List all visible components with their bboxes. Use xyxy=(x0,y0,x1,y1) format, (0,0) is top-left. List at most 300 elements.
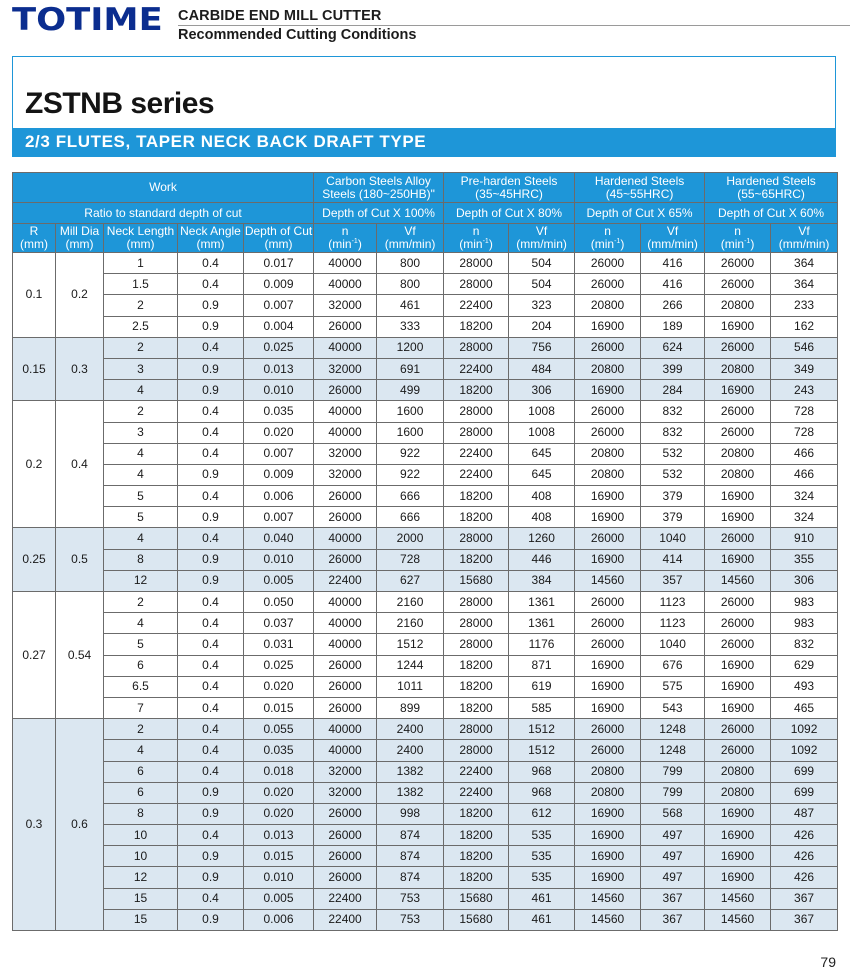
table-cell: 0.015 xyxy=(244,697,314,718)
table-cell: 355 xyxy=(771,549,838,570)
table-cell: 28000 xyxy=(444,613,509,634)
table-row xyxy=(13,464,838,485)
table-cell: 0.9 xyxy=(178,358,244,379)
table-cell: 26000 xyxy=(314,507,377,528)
material-header: Carbon Steels Alloy Steels (180~250HB)" xyxy=(314,173,444,203)
table-cell: 14560 xyxy=(575,888,641,909)
table-cell: 32000 xyxy=(314,358,377,379)
table-cell: 0.9 xyxy=(178,464,244,485)
table-row xyxy=(13,592,838,613)
table-cell: 728 xyxy=(377,549,444,570)
table-cell: 28000 xyxy=(444,274,509,295)
table-row xyxy=(13,803,838,824)
table-cell: 666 xyxy=(377,486,444,507)
table-cell: 26000 xyxy=(575,592,641,613)
table-cell: 26000 xyxy=(705,253,771,274)
table-cell: 18200 xyxy=(444,846,509,867)
table-cell: 22400 xyxy=(444,443,509,464)
table-cell: 0.4 xyxy=(178,422,244,443)
table-cell: 0.9 xyxy=(178,803,244,824)
feed-rate-header: Vf (mm/min) xyxy=(509,224,575,253)
table-cell: 26000 xyxy=(705,337,771,358)
depth-ratio-header: Depth of Cut X 65% xyxy=(575,203,705,224)
material-header: Hardened Steels (45~55HRC) xyxy=(575,173,705,203)
table-cell: 874 xyxy=(377,867,444,888)
table-cell: 2160 xyxy=(377,613,444,634)
table-cell: 8 xyxy=(104,549,178,570)
table-cell: 16900 xyxy=(705,867,771,888)
table-cell: 497 xyxy=(641,846,705,867)
table-cell: 28000 xyxy=(444,422,509,443)
table-cell: 0.4 xyxy=(178,401,244,422)
spindle-speed-header: n $(\min^{-1})$ xyxy=(575,224,641,253)
table-cell: 416 xyxy=(641,274,705,295)
table-cell: 26000 xyxy=(314,549,377,570)
table-cell: 0.031 xyxy=(244,634,314,655)
table-cell: 22400 xyxy=(444,782,509,803)
table-cell: 1 xyxy=(104,253,178,274)
table-row xyxy=(13,888,838,909)
table-cell: 568 xyxy=(641,803,705,824)
table-cell: 14560 xyxy=(575,570,641,591)
table-cell: 666 xyxy=(377,507,444,528)
radius-cell: 0.15 xyxy=(13,337,56,401)
table-cell: 14560 xyxy=(705,570,771,591)
table-cell: 0.4 xyxy=(178,676,244,697)
table-cell: 20800 xyxy=(575,761,641,782)
table-cell: 364 xyxy=(771,253,838,274)
table-cell: 26000 xyxy=(575,634,641,655)
table-cell: 379 xyxy=(641,507,705,528)
table-cell: 324 xyxy=(771,507,838,528)
table-cell: 1244 xyxy=(377,655,444,676)
table-cell: 466 xyxy=(771,464,838,485)
table-cell: 26000 xyxy=(705,719,771,740)
column-header: Mill Dia (mm) xyxy=(56,224,104,253)
table-cell: 40000 xyxy=(314,274,377,295)
table-cell: 504 xyxy=(509,253,575,274)
table-cell: 0.4 xyxy=(178,274,244,295)
table-cell: 20800 xyxy=(705,443,771,464)
table-cell: 699 xyxy=(771,782,838,803)
table-cell: 16900 xyxy=(575,655,641,676)
table-cell: 0.005 xyxy=(244,888,314,909)
table-cell: 14560 xyxy=(705,888,771,909)
table-cell: 2400 xyxy=(377,719,444,740)
table-cell: 0.040 xyxy=(244,528,314,549)
table-cell: 0.005 xyxy=(244,570,314,591)
table-row xyxy=(13,358,838,379)
table-cell: 26000 xyxy=(705,401,771,422)
table-row xyxy=(13,676,838,697)
table-cell: 0.010 xyxy=(244,549,314,570)
table-cell: 0.4 xyxy=(178,825,244,846)
table-cell: 832 xyxy=(771,634,838,655)
table-cell: 26000 xyxy=(575,528,641,549)
table-cell: 1008 xyxy=(509,422,575,443)
table-cell: 2 xyxy=(104,295,178,316)
table-cell: 532 xyxy=(641,443,705,464)
table-cell: 899 xyxy=(377,697,444,718)
radius-cell: 0.1 xyxy=(13,253,56,338)
table-cell: 16900 xyxy=(705,846,771,867)
table-cell: 0.009 xyxy=(244,464,314,485)
table-cell: 18200 xyxy=(444,803,509,824)
table-cell: 28000 xyxy=(444,528,509,549)
table-cell: 26000 xyxy=(575,740,641,761)
spindle-speed-header: n $(\min^{-1})$ xyxy=(314,224,377,253)
mill-dia-cell: 0.6 xyxy=(56,719,104,931)
table-cell: 0.9 xyxy=(178,380,244,401)
table-cell: 0.9 xyxy=(178,549,244,570)
table-cell: 629 xyxy=(771,655,838,676)
table-cell: 6 xyxy=(104,782,178,803)
table-cell: 16900 xyxy=(705,676,771,697)
table-cell: 543 xyxy=(641,697,705,718)
radius-cell: 0.27 xyxy=(13,592,56,719)
table-cell: 0.9 xyxy=(178,295,244,316)
table-cell: 0.4 xyxy=(178,486,244,507)
table-cell: 408 xyxy=(509,507,575,528)
table-cell: 364 xyxy=(771,274,838,295)
table-cell: 6.5 xyxy=(104,676,178,697)
table-cell: 1176 xyxy=(509,634,575,655)
table-cell: 26000 xyxy=(575,401,641,422)
table-cell: 1512 xyxy=(509,740,575,761)
table-cell: 0.020 xyxy=(244,782,314,803)
table-cell: 266 xyxy=(641,295,705,316)
table-cell: 832 xyxy=(641,401,705,422)
table-cell: 3 xyxy=(104,422,178,443)
table-row xyxy=(13,613,838,634)
table-cell: 16900 xyxy=(575,316,641,337)
table-cell: 26000 xyxy=(314,676,377,697)
table-cell: 18200 xyxy=(444,380,509,401)
column-header: Neck Angle (mm) xyxy=(178,224,244,253)
table-cell: 2 xyxy=(104,719,178,740)
table-row xyxy=(13,380,838,401)
table-cell: 16900 xyxy=(705,803,771,824)
table-cell: 26000 xyxy=(705,634,771,655)
table-cell: 728 xyxy=(771,401,838,422)
table-row xyxy=(13,782,838,803)
table-cell: 18200 xyxy=(444,655,509,676)
table-cell: 18200 xyxy=(444,697,509,718)
table-cell: 323 xyxy=(509,295,575,316)
table-cell: 22400 xyxy=(444,761,509,782)
table-cell: 504 xyxy=(509,274,575,295)
table-cell: 10 xyxy=(104,846,178,867)
table-cell: 20800 xyxy=(575,295,641,316)
depth-ratio-header: Depth of Cut X 80% xyxy=(444,203,575,224)
feed-rate-header: Vf (mm/min) xyxy=(377,224,444,253)
table-row xyxy=(13,401,838,422)
table-cell: 585 xyxy=(509,697,575,718)
table-row xyxy=(13,909,838,930)
table-cell: 324 xyxy=(771,486,838,507)
table-cell: 0.006 xyxy=(244,486,314,507)
table-cell: 1040 xyxy=(641,634,705,655)
table-cell: 26000 xyxy=(705,740,771,761)
table-cell: 426 xyxy=(771,825,838,846)
table-cell: 32000 xyxy=(314,782,377,803)
table-cell: 26000 xyxy=(575,613,641,634)
table-cell: 2.5 xyxy=(104,316,178,337)
table-cell: 189 xyxy=(641,316,705,337)
page-number: 79 xyxy=(820,954,836,970)
table-cell: 465 xyxy=(771,697,838,718)
table-cell: 12 xyxy=(104,867,178,888)
table-row xyxy=(13,634,838,655)
table-cell: 26000 xyxy=(314,655,377,676)
table-cell: 20800 xyxy=(575,464,641,485)
table-cell: 1361 xyxy=(509,592,575,613)
table-cell: 40000 xyxy=(314,337,377,358)
column-header: Neck Length (mm) xyxy=(104,224,178,253)
table-cell: 22400 xyxy=(314,888,377,909)
table-cell: 461 xyxy=(509,909,575,930)
table-cell: 20800 xyxy=(705,358,771,379)
table-cell: 26000 xyxy=(705,274,771,295)
table-cell: 1011 xyxy=(377,676,444,697)
table-cell: 1123 xyxy=(641,592,705,613)
table-cell: 4 xyxy=(104,443,178,464)
table-cell: 0.4 xyxy=(178,253,244,274)
table-cell: 20800 xyxy=(575,358,641,379)
table-cell: 20800 xyxy=(575,443,641,464)
radius-cell: 0.3 xyxy=(13,719,56,931)
table-cell: 26000 xyxy=(314,486,377,507)
table-cell: 0.007 xyxy=(244,295,314,316)
table-cell: 40000 xyxy=(314,422,377,443)
table-cell: 16900 xyxy=(575,549,641,570)
table-cell: 753 xyxy=(377,909,444,930)
table-cell: 871 xyxy=(509,655,575,676)
table-cell: 22400 xyxy=(314,570,377,591)
table-cell: 15680 xyxy=(444,888,509,909)
table-row xyxy=(13,655,838,676)
table-cell: 40000 xyxy=(314,740,377,761)
table-cell: 8 xyxy=(104,803,178,824)
table-cell: 691 xyxy=(377,358,444,379)
table-cell: 4 xyxy=(104,380,178,401)
table-cell: 26000 xyxy=(314,316,377,337)
table-row xyxy=(13,846,838,867)
table-row xyxy=(13,761,838,782)
series-title: ZSTNB series xyxy=(25,87,215,120)
table-cell: 0.020 xyxy=(244,676,314,697)
table-cell: 461 xyxy=(509,888,575,909)
header-row-columns xyxy=(13,224,838,253)
table-cell: 874 xyxy=(377,825,444,846)
work-header: Work xyxy=(13,173,314,203)
table-cell: 487 xyxy=(771,803,838,824)
table-cell: 799 xyxy=(641,782,705,803)
material-header: Pre-harden Steels (35~45HRC) xyxy=(444,173,575,203)
table-cell: 645 xyxy=(509,443,575,464)
table-cell: 26000 xyxy=(575,337,641,358)
table-cell: 416 xyxy=(641,253,705,274)
table-cell: 0.004 xyxy=(244,316,314,337)
table-cell: 1361 xyxy=(509,613,575,634)
depth-ratio-header: Depth of Cut X 60% xyxy=(705,203,838,224)
table-row xyxy=(13,697,838,718)
table-cell: 16900 xyxy=(575,486,641,507)
table-cell: 968 xyxy=(509,761,575,782)
table-cell: 10 xyxy=(104,825,178,846)
table-cell: 32000 xyxy=(314,464,377,485)
table-cell: 466 xyxy=(771,443,838,464)
table-cell: 0.4 xyxy=(178,613,244,634)
table-cell: 1200 xyxy=(377,337,444,358)
table-cell: 0.4 xyxy=(178,888,244,909)
table-row xyxy=(13,316,838,337)
table-cell: 16900 xyxy=(575,867,641,888)
table-cell: 535 xyxy=(509,846,575,867)
table-cell: 384 xyxy=(509,570,575,591)
table-cell: 4 xyxy=(104,613,178,634)
material-header: Hardened Steels (55~65HRC) xyxy=(705,173,838,203)
table-cell: 800 xyxy=(377,274,444,295)
table-cell: 2 xyxy=(104,337,178,358)
table-cell: 535 xyxy=(509,867,575,888)
table-cell: 28000 xyxy=(444,740,509,761)
table-cell: 16900 xyxy=(705,697,771,718)
table-cell: 699 xyxy=(771,761,838,782)
table-cell: 1382 xyxy=(377,761,444,782)
table-cell: 28000 xyxy=(444,337,509,358)
table-cell: 18200 xyxy=(444,676,509,697)
cutting-conditions-table xyxy=(12,172,838,931)
table-cell: 18200 xyxy=(444,316,509,337)
table-cell: 1512 xyxy=(377,634,444,655)
table-row xyxy=(13,253,838,274)
mill-dia-cell: 0.54 xyxy=(56,592,104,719)
table-cell: 20800 xyxy=(705,464,771,485)
table-cell: 16900 xyxy=(575,697,641,718)
table-cell: 26000 xyxy=(314,697,377,718)
table-cell: 983 xyxy=(771,592,838,613)
table-cell: 0.050 xyxy=(244,592,314,613)
table-row xyxy=(13,422,838,443)
header-product-line: CARBIDE END MILL CUTTER xyxy=(178,8,382,24)
table-cell: 40000 xyxy=(314,401,377,422)
table-cell: 15 xyxy=(104,888,178,909)
table-cell: 1092 xyxy=(771,719,838,740)
feed-rate-header: Vf (mm/min) xyxy=(771,224,838,253)
table-cell: 0.009 xyxy=(244,274,314,295)
table-cell: 968 xyxy=(509,782,575,803)
table-row xyxy=(13,570,838,591)
table-cell: 0.4 xyxy=(178,740,244,761)
header-row-ratio xyxy=(13,203,838,224)
table-cell: 306 xyxy=(509,380,575,401)
table-cell: 0.006 xyxy=(244,909,314,930)
table-cell: 379 xyxy=(641,486,705,507)
table-cell: 414 xyxy=(641,549,705,570)
table-cell: 333 xyxy=(377,316,444,337)
table-row xyxy=(13,443,838,464)
table-cell: 0.020 xyxy=(244,803,314,824)
table-cell: 162 xyxy=(771,316,838,337)
mill-dia-cell: 0.5 xyxy=(56,528,104,592)
table-cell: 0.4 xyxy=(178,443,244,464)
table-row xyxy=(13,719,838,740)
table-cell: 367 xyxy=(641,909,705,930)
ratio-header: Ratio to standard depth of cut xyxy=(13,203,314,224)
feed-rate-header: Vf (mm/min) xyxy=(641,224,705,253)
table-cell: 16900 xyxy=(575,507,641,528)
table-cell: 16900 xyxy=(705,486,771,507)
brand-logo: TOTIME xyxy=(12,2,163,38)
table-cell: 799 xyxy=(641,761,705,782)
table-cell: 28000 xyxy=(444,719,509,740)
table-cell: 1092 xyxy=(771,740,838,761)
table-cell: 40000 xyxy=(314,613,377,634)
depth-ratio-header: Depth of Cut X 100% xyxy=(314,203,444,224)
table-cell: 0.013 xyxy=(244,825,314,846)
table-cell: 3 xyxy=(104,358,178,379)
header-divider xyxy=(178,25,850,26)
table-cell: 2 xyxy=(104,401,178,422)
table-cell: 497 xyxy=(641,825,705,846)
table-cell: 0.010 xyxy=(244,380,314,401)
table-cell: 40000 xyxy=(314,528,377,549)
table-cell: 0.010 xyxy=(244,867,314,888)
table-cell: 16900 xyxy=(705,380,771,401)
table-cell: 16900 xyxy=(705,507,771,528)
table-cell: 1123 xyxy=(641,613,705,634)
table-cell: 28000 xyxy=(444,634,509,655)
table-cell: 546 xyxy=(771,337,838,358)
table-cell: 0.4 xyxy=(178,697,244,718)
table-cell: 1382 xyxy=(377,782,444,803)
table-cell: 874 xyxy=(377,846,444,867)
table-cell: 426 xyxy=(771,867,838,888)
table-cell: 16900 xyxy=(575,380,641,401)
series-subtitle-bar xyxy=(13,128,835,156)
table-cell: 18200 xyxy=(444,507,509,528)
table-cell: 15 xyxy=(104,909,178,930)
table-cell: 0.9 xyxy=(178,782,244,803)
table-cell: 910 xyxy=(771,528,838,549)
table-cell: 619 xyxy=(509,676,575,697)
series-subtitle: 2/3 FLUTES, TAPER NECK BACK DRAFT TYPE xyxy=(25,132,427,151)
table-cell: 26000 xyxy=(575,274,641,295)
table-cell: 26000 xyxy=(314,803,377,824)
table-cell: 0.4 xyxy=(178,655,244,676)
table-cell: 0.037 xyxy=(244,613,314,634)
table-cell: 22400 xyxy=(444,358,509,379)
table-cell: 627 xyxy=(377,570,444,591)
table-cell: 40000 xyxy=(314,592,377,613)
table-cell: 4 xyxy=(104,528,178,549)
table-cell: 32000 xyxy=(314,761,377,782)
table-cell: 0.4 xyxy=(178,719,244,740)
table-cell: 2160 xyxy=(377,592,444,613)
table-cell: 367 xyxy=(771,888,838,909)
table-cell: 1040 xyxy=(641,528,705,549)
table-cell: 493 xyxy=(771,676,838,697)
table-cell: 40000 xyxy=(314,253,377,274)
table-row xyxy=(13,337,838,358)
table-row xyxy=(13,740,838,761)
table-cell: 15680 xyxy=(444,909,509,930)
table-cell: 0.055 xyxy=(244,719,314,740)
table-cell: 624 xyxy=(641,337,705,358)
table-cell: 1260 xyxy=(509,528,575,549)
table-cell: 16900 xyxy=(705,316,771,337)
